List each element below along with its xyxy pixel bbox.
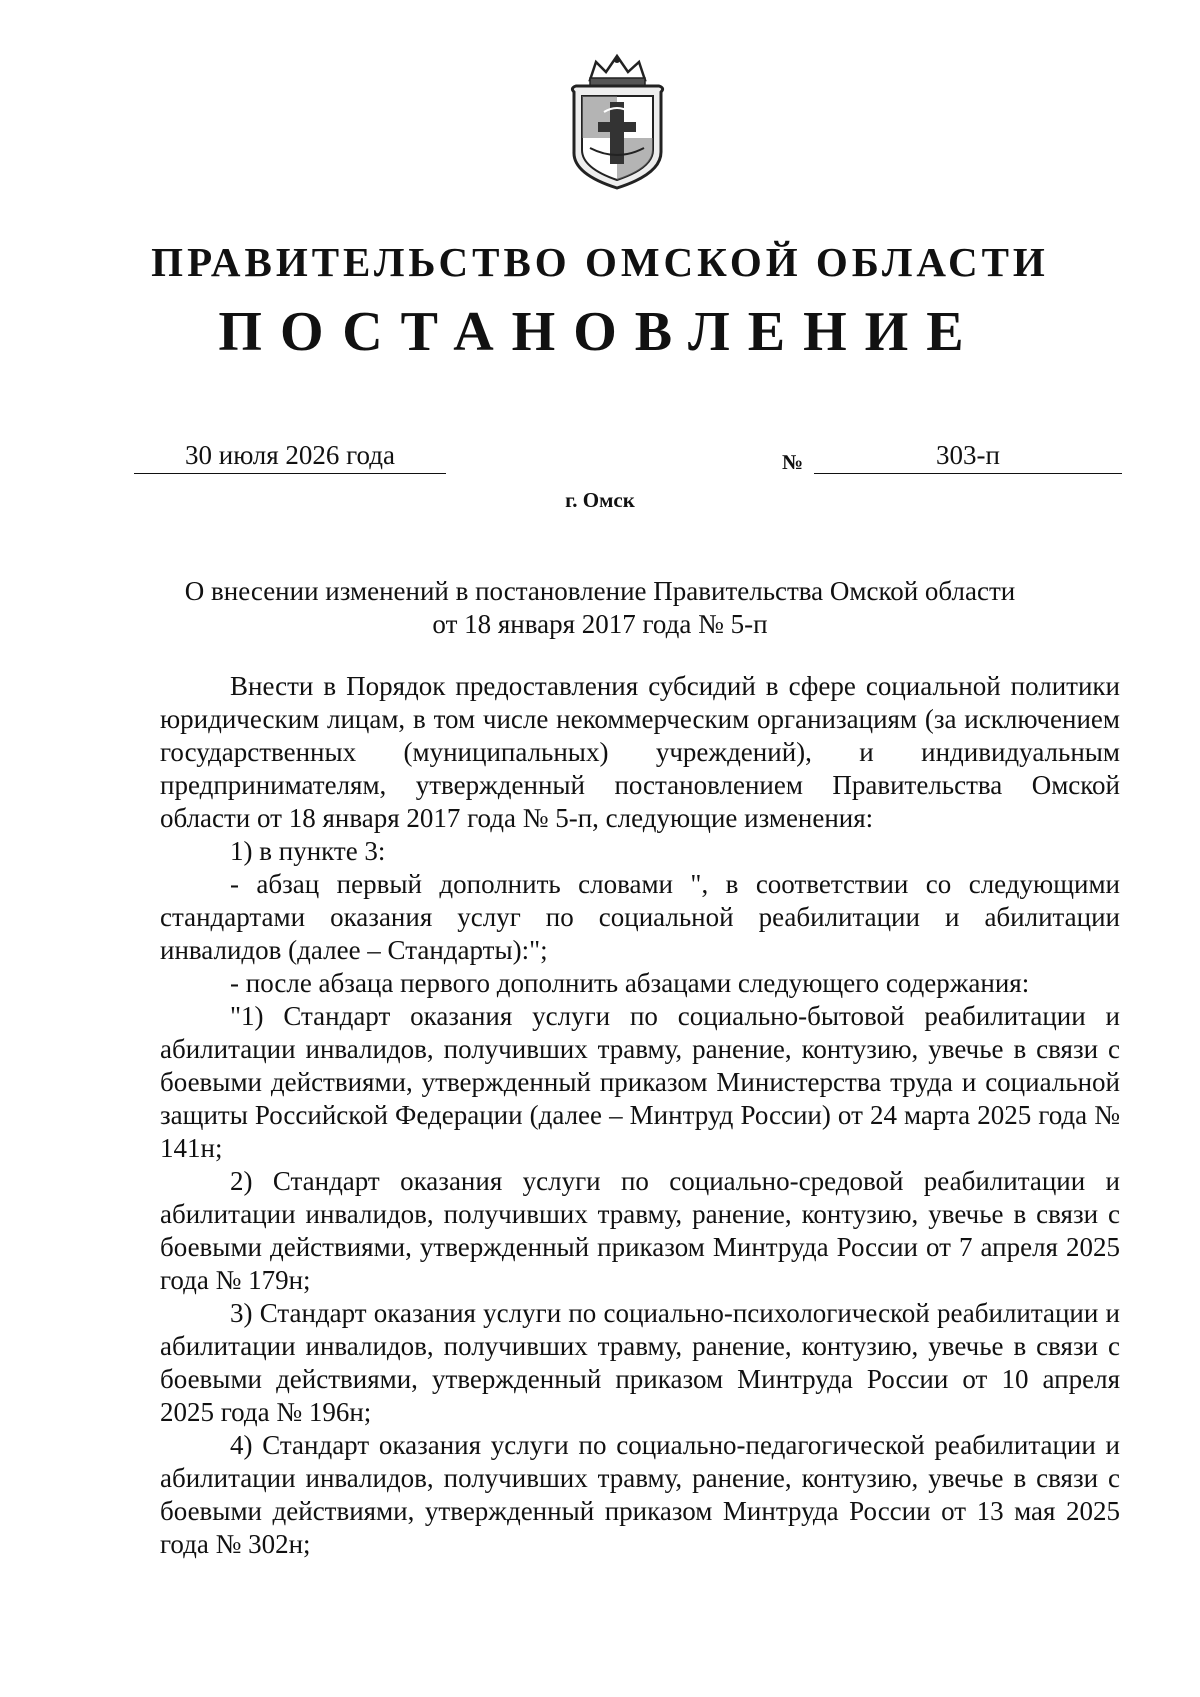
city-label: г. Омск xyxy=(565,488,635,512)
organization-title: ПРАВИТЕЛЬСТВО ОМСКОЙ ОБЛАСТИ xyxy=(151,239,1049,285)
body-paragraph: 4) Стандарт оказания услуги по социально-педагогической реабилитации и абилитации инвалидов, получивших травму, ранение, контузию, увечье в связи с боевыми действиями, утвержденный приказом Минтруда России от 13 мая 2025 года № 302н; xyxy=(160,1430,1120,1559)
body-paragraph: "1) Стандарт оказания услуги по социально-бытовой реабилитации и абилитации инвалидов, получивших травму, ранение, контузию, увечье в связи с боевыми действиями, утвержденный приказом Министерства труда и социальной защиты Российской Федерации (далее – Минтруд России) от 24 марта 2025 года № 141н; xyxy=(160,1001,1120,1163)
document-body xyxy=(160,670,1120,1561)
body-paragraph: - после абзаца первого дополнить абзацами следующего содержания: xyxy=(230,968,1030,998)
omsk-oblast-coat-of-arms-icon xyxy=(560,52,675,192)
document-date: 30 июля 2026 года xyxy=(134,440,446,474)
subject-line: О внесении изменений в постановление Правительства Омской области xyxy=(184,576,1016,606)
body-paragraph: 1) в пункте 3: xyxy=(230,836,386,866)
document-subject xyxy=(100,575,1100,641)
subject-line: от 18 января 2017 года № 5-п xyxy=(432,609,768,639)
body-paragraph: Внести в Порядок предоставления субсидий в сфере социальной политики юридическим лицам, в том числе некоммерческим организациям (за исключением государственных (муниципальных) учреждений), и индивидуальным предпринимателям, утвержденный постановлением Правительства Омской области от 18 января 2017 года № 5-п, следующие изменения: xyxy=(160,671,1120,833)
document-type-title: ПОСТАНОВЛЕНИЕ xyxy=(218,301,982,363)
document-number: 303-п xyxy=(814,440,1122,474)
number-label: № xyxy=(782,450,804,474)
body-paragraph: - абзац первый дополнить словами ", в соответствии со следующими стандартами оказания услуг по социальной реабилитации и абилитации инвалидов (далее – Стандарты):"; xyxy=(160,869,1120,965)
body-paragraph: 2) Стандарт оказания услуги по социально-средовой реабилитации и абилитации инвалидов, получивших травму, ранение, контузию, увечье в связи с боевыми действиями, утвержденный приказом Минтруда России от 7 апреля 2025 года № 179н; xyxy=(160,1166,1120,1295)
body-paragraph: 3) Стандарт оказания услуги по социально-психологической реабилитации и абилитации инвалидов, получивших травму, ранение, контузию, увечье в связи с боевыми действиями, утвержденный приказом Минтруда России от 10 апреля 2025 года № 196н; xyxy=(160,1298,1120,1427)
